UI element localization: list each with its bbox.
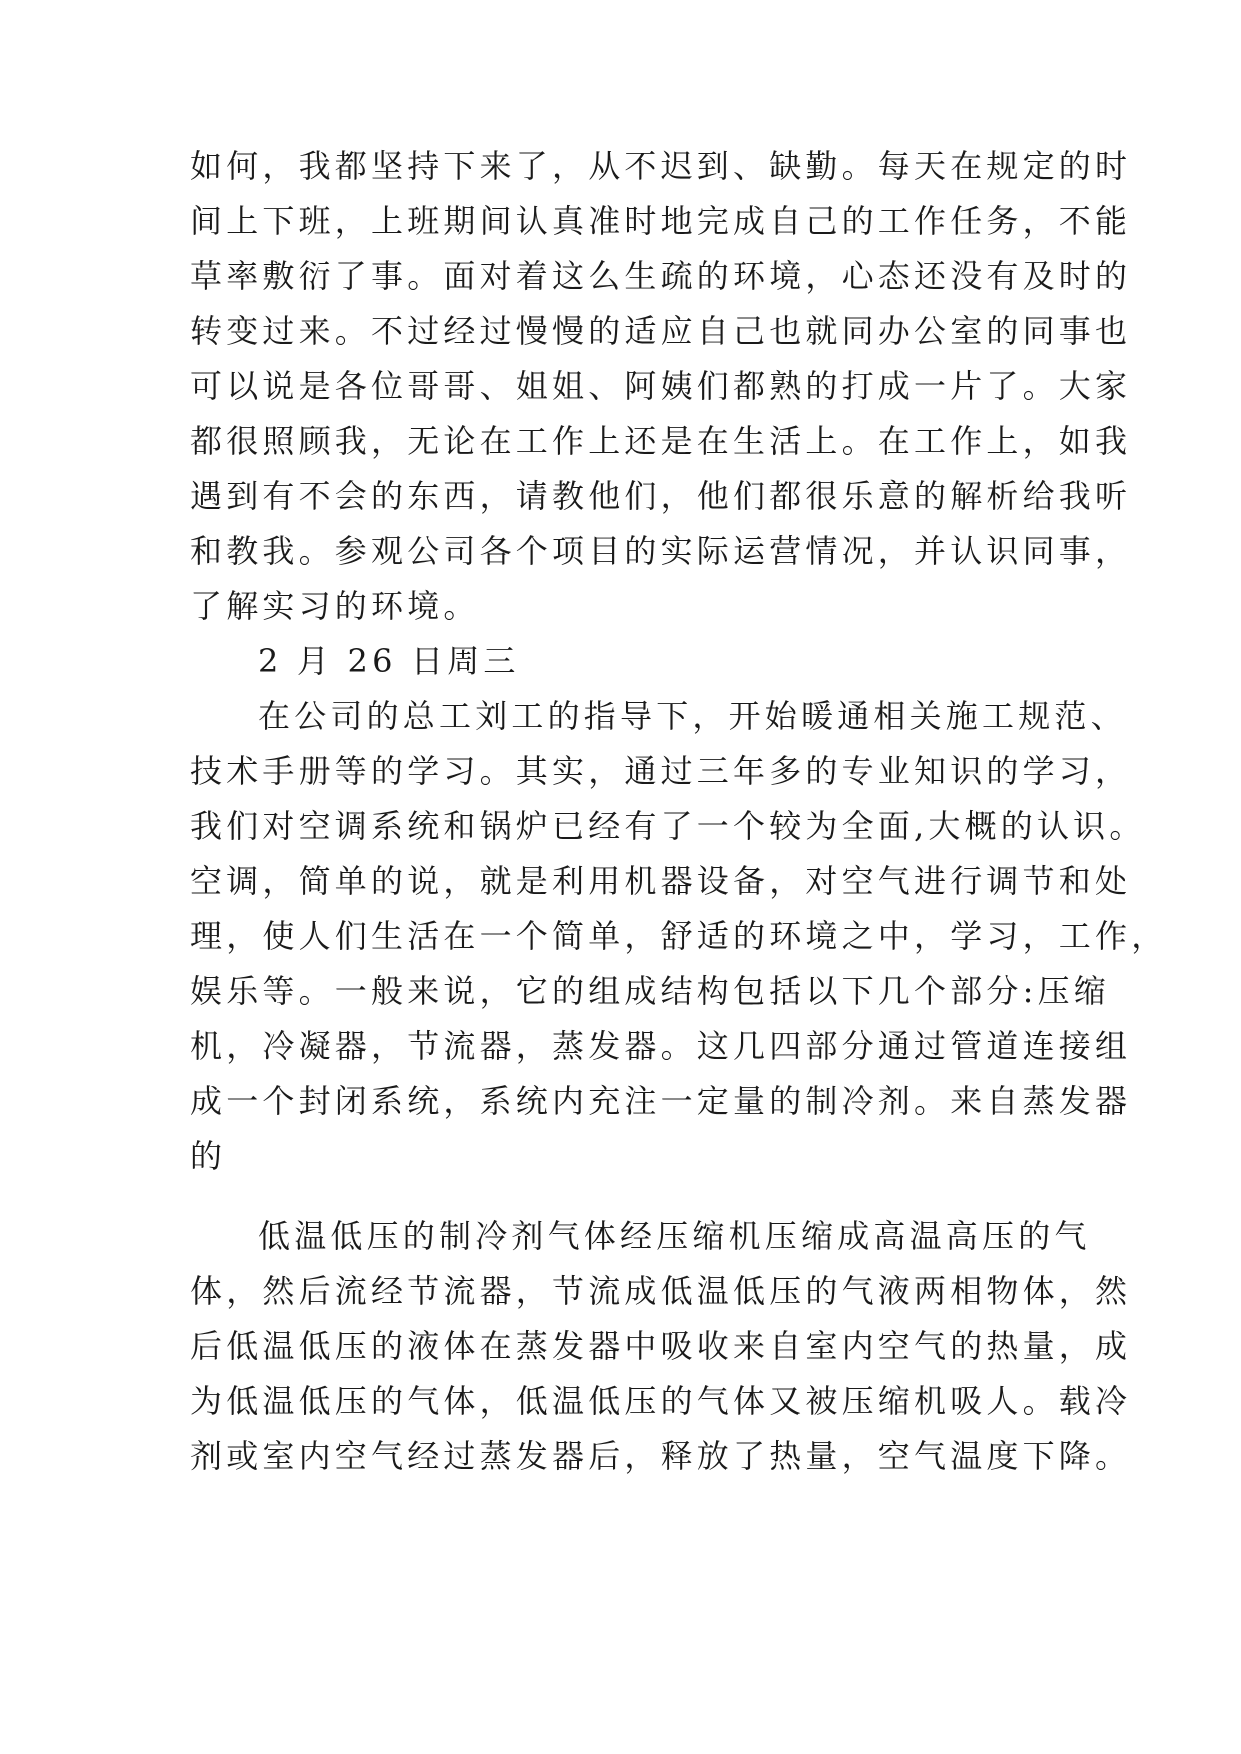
text-line: 的 [190, 1137, 227, 1175]
text-line: 遇到有不会的东西，请教他们，他们都很乐意的解析给我听 [190, 477, 1132, 515]
text-line: 间上下班，上班期间认真准时地完成自己的工作任务，不能 [190, 202, 1132, 240]
text-line: 为低温低压的气体，低温低压的气体又被压缩机吸人。载冷 [190, 1382, 1132, 1420]
text-line: 后低温低压的液体在蒸发器中吸收来自室内空气的热量，成 [190, 1327, 1132, 1365]
text-line: 草率敷衍了事。面对着这么生疏的环境，心态还没有及时的 [190, 257, 1132, 295]
text-line: 可以说是各位哥哥、姐姐、阿姨们都熟的打成一片了。大家 [190, 367, 1132, 405]
text-line: 在公司的总工刘工的指导下，开始暖通相关施工规范、 [258, 697, 1127, 735]
text-line: 成一个封闭系统，系统内充注一定量的制冷剂。来自蒸发器 [190, 1082, 1132, 1120]
text-line: 技术手册等的学习。其实，通过三年多的专业知识的学习， [190, 752, 1132, 790]
text-line: 理，使人们生活在一个简单，舒适的环境之中，学习，工作， [190, 917, 1168, 955]
text-line: 低温低压的制冷剂气体经压缩机压缩成高温高压的气 [258, 1217, 1091, 1255]
text-line: 机，冷凝器，节流器，蒸发器。这几四部分通过管道连接组 [190, 1027, 1132, 1065]
text-line: 转变过来。不过经过慢慢的适应自己也就同办公室的同事也 [190, 312, 1132, 350]
text-line: 娱乐等。一般来说，它的组成结构包括以下几个部分:压缩 [190, 972, 1110, 1010]
text-line: 和教我。参观公司各个项目的实际运营情况，并认识同事， [190, 532, 1132, 570]
text-line: 剂或室内空气经过蒸发器后，释放了热量，空气温度下降。 [190, 1437, 1132, 1475]
text-line: 了解实习的环境。 [190, 587, 480, 625]
text-line: 都很照顾我，无论在工作上还是在生活上。在工作上，如我 [190, 422, 1132, 460]
text-line: 我们对空调系统和锅炉已经有了一个较为全面,大概的认识。 [190, 807, 1146, 845]
text-line: 空调，简单的说，就是利用机器设备，对空气进行调节和处 [190, 862, 1132, 900]
text-line: 如何，我都坚持下来了，从不迟到、缺勤。每天在规定的时 [190, 147, 1132, 185]
date-heading: 2 月 26 日周三 [258, 642, 520, 680]
text-line: 体，然后流经节流器，节流成低温低压的气液两相物体，然 [190, 1272, 1132, 1310]
